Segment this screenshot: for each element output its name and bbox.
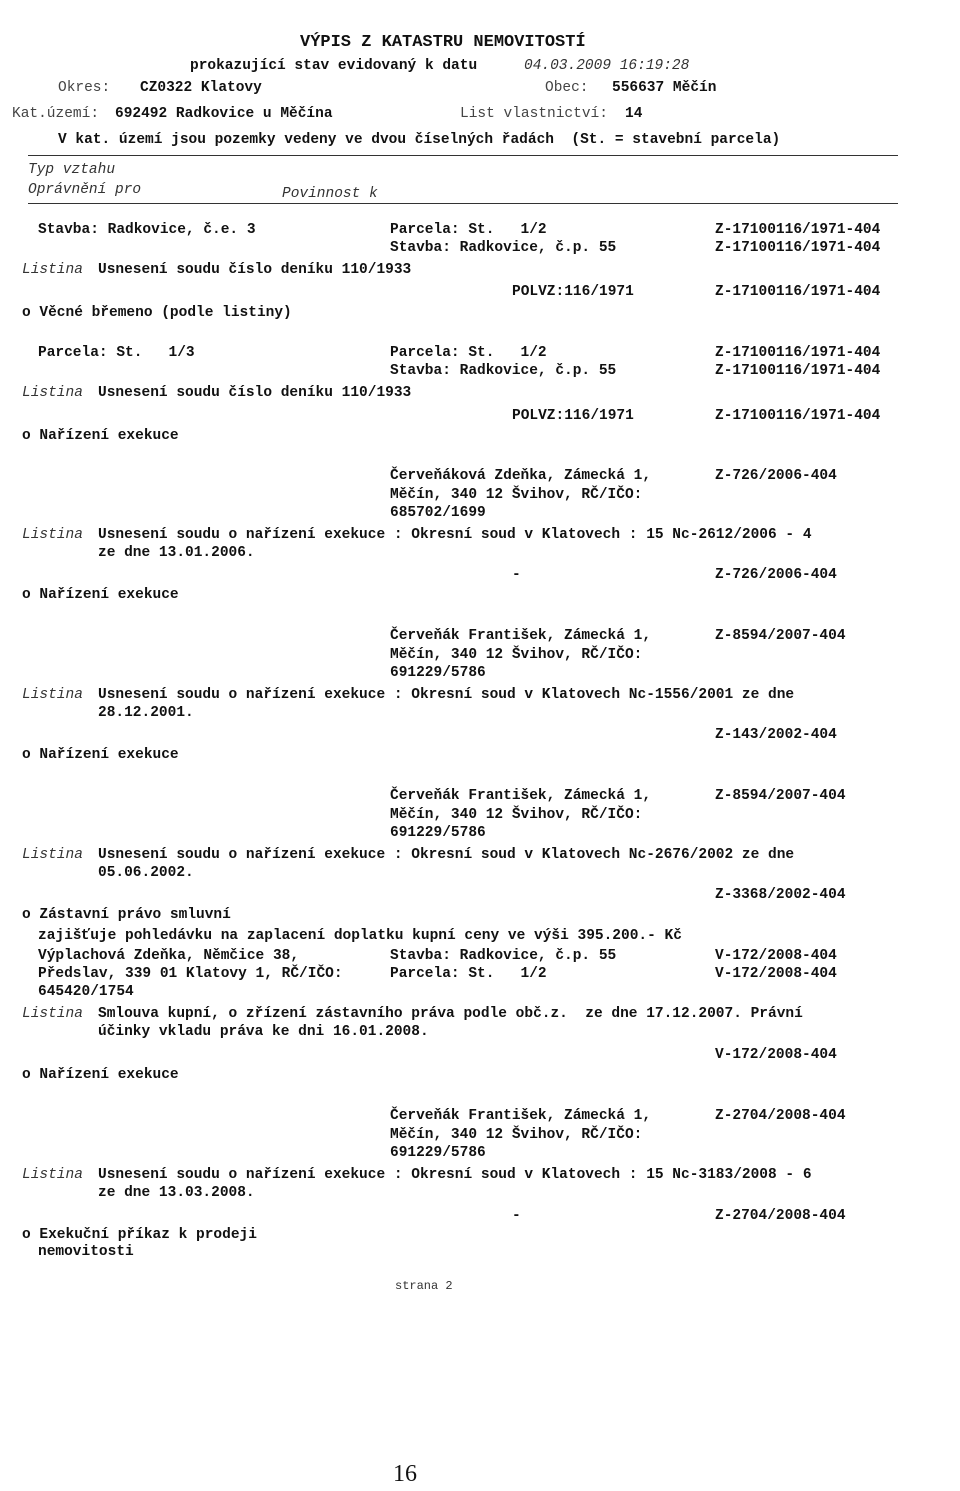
line-s4-d-seg-1: Usnesení soudu o nařízení exekuce : Okresní soud v Klatovech Nc-1556/2001 ze dne: [98, 687, 795, 703]
line-s6-h-seg-0: o Nařízení exekuce: [22, 1067, 179, 1083]
line-s4-a-seg-0: Červeňák František, Zámecká 1,: [390, 628, 652, 644]
line-s2-c-seg-1: Usnesení soudu číslo deníku 110/1933: [98, 385, 412, 401]
line-s3-d-seg-0: Listina: [22, 527, 83, 543]
line-s6-e-seg-0: Listina: [22, 1006, 83, 1022]
line-s5-f-seg-0: Z-3368/2002-404: [715, 887, 846, 903]
line-s6-b-seg-1: Stavba: Radkovice, č.p. 55: [390, 948, 617, 964]
line-s7-f-seg-1: Z-2704/2008-404: [715, 1208, 846, 1224]
line-s4-a-seg-1: Z-8594/2007-404: [715, 628, 846, 644]
line-s6-b-seg-0: Výplachová Zdeňka, Němčice 38,: [38, 948, 300, 964]
line-s1-d-seg-0: POLVZ:116/1971: [512, 284, 634, 300]
line-s5-b-seg-0: Měčín, 340 12 Švihov, RČ/IČO:: [390, 807, 643, 823]
line-s4-d-seg-0: Listina: [22, 687, 83, 703]
line-s5-a-seg-1: Z-8594/2007-404: [715, 788, 846, 804]
document-title: VÝPIS Z KATASTRU NEMOVITOSTÍ: [300, 33, 586, 52]
line-s4-e-seg-0: 28.12.2001.: [98, 705, 194, 721]
line-s6-e-seg-1: Smlouva kupní, o zřízení zástavního práva podle obč.z. ze dne 17.12.2007. Právní: [98, 1006, 803, 1022]
line-s7-a-seg-1: Z-2704/2008-404: [715, 1108, 846, 1124]
line-s4-f-seg-0: Z-143/2002-404: [715, 727, 837, 743]
line-s6-f-seg-0: účinky vkladu práva ke dni 16.01.2008.: [98, 1024, 429, 1040]
lv-label: List vlastnictví:: [460, 106, 608, 122]
okres-label: Okres:: [58, 80, 111, 96]
lv-value: 14: [625, 106, 643, 122]
line-s1-c-seg-1: Usnesení soudu číslo deníku 110/1933: [98, 262, 412, 278]
line-s2-e-seg-0: o Nařízení exekuce: [22, 428, 179, 444]
katuzemi-value: 692492 Radkovice u Měčína: [115, 106, 333, 122]
line-s5-g-seg-0: o Zástavní právo smluvní: [22, 907, 231, 923]
line-s6-b-seg-2: V-172/2008-404: [715, 948, 837, 964]
katuzemi-label: Kat.území:: [12, 106, 100, 122]
header-rule: [28, 155, 898, 156]
line-s3-b-seg-0: Měčín, 340 12 Švihov, RČ/IČO:: [390, 487, 643, 503]
line-s4-g-seg-0: o Nařízení exekuce: [22, 747, 179, 763]
obec-value: 556637 Měčín: [612, 80, 717, 96]
column-opravneni-pro: Oprávnění pro: [28, 182, 142, 198]
line-s3-e-seg-0: ze dne 13.01.2006.: [98, 545, 255, 561]
line-s3-a-seg-1: Z-726/2006-404: [715, 468, 837, 484]
columns-rule: [28, 203, 898, 204]
line-s7-c-seg-0: 691229/5786: [390, 1145, 486, 1161]
line-s7-d-seg-1: Usnesení soudu o nařízení exekuce : Okresní soud v Klatovech : 15 Nc-3183/2008 - 6: [98, 1167, 812, 1183]
line-s3-a-seg-0: Červeňáková Zdeňka, Zámecká 1,: [390, 468, 652, 484]
line-s4-b-seg-0: Měčín, 340 12 Švihov, RČ/IČO:: [390, 647, 643, 663]
footer-page-label: strana 2: [395, 1279, 453, 1293]
line-s1-b-seg-0: Stavba: Radkovice, č.p. 55: [390, 240, 617, 256]
subtitle-datetime: 04.03.2009 16:19:28: [524, 58, 690, 74]
line-s6-c-seg-2: V-172/2008-404: [715, 966, 837, 982]
line-s4-c-seg-0: 691229/5786: [390, 665, 486, 681]
page-number: 16: [393, 1461, 417, 1487]
line-s2-d-seg-1: Z-17100116/1971-404: [715, 408, 881, 424]
line-s1-d-seg-1: Z-17100116/1971-404: [715, 284, 881, 300]
line-s1-e-seg-0: o Věcné břemeno (podle listiny): [22, 305, 292, 321]
line-s5-d-seg-1: Usnesení soudu o nařízení exekuce : Okresní soud v Klatovech Nc-2676/2002 ze dne: [98, 847, 795, 863]
line-s3-f-seg-1: Z-726/2006-404: [715, 567, 837, 583]
line-s1-c-seg-0: Listina: [22, 262, 83, 278]
line-s6-c-seg-0: Předslav, 339 01 Klatovy 1, RČ/IČO:: [38, 966, 343, 982]
line-s2-a-seg-1: Parcela: St. 1/2: [390, 345, 547, 361]
line-s2-c-seg-0: Listina: [22, 385, 83, 401]
line-s2-a-seg-0: Parcela: St. 1/3: [38, 345, 195, 361]
obec-label: Obec:: [545, 80, 589, 96]
line-s2-b-seg-1: Z-17100116/1971-404: [715, 363, 881, 379]
line-s5-a-seg-0: Červeňák František, Zámecká 1,: [390, 788, 652, 804]
line-s6-c-seg-1: Parcela: St. 1/2: [390, 966, 547, 982]
okres-value: CZ0322 Klatovy: [140, 80, 262, 96]
line-s7-e-seg-0: ze dne 13.03.2008.: [98, 1185, 255, 1201]
column-typ-vztahu: Typ vztahu: [28, 162, 116, 178]
subtitle-prefix: prokazující stav evidovaný k datu: [190, 58, 478, 74]
line-s5-c-seg-0: 691229/5786: [390, 825, 486, 841]
line-s7-b-seg-0: Měčín, 340 12 Švihov, RČ/IČO:: [390, 1127, 643, 1143]
line-s3-c-seg-0: 685702/1699: [390, 505, 486, 521]
line-s7-d-seg-0: Listina: [22, 1167, 83, 1183]
line-s3-d-seg-1: Usnesení soudu o nařízení exekuce : Okresní soud v Klatovech : 15 Nc-2612/2006 - 4: [98, 527, 812, 543]
header-note: V kat. území jsou pozemky vedeny ve dvou číselných řadách (St. = stavební parcela): [58, 132, 781, 148]
line-s3-f-seg-0: -: [512, 567, 521, 583]
column-povinnost-k: Povinnost k: [282, 186, 378, 202]
line-s7-h-seg-0: nemovitosti: [38, 1244, 134, 1260]
line-s2-b-seg-0: Stavba: Radkovice, č.p. 55: [390, 363, 617, 379]
line-s7-f-seg-0: -: [512, 1208, 521, 1224]
line-s3-g-seg-0: o Nařízení exekuce: [22, 587, 179, 603]
line-s1-a-seg-2: Z-17100116/1971-404: [715, 222, 881, 238]
line-s6-a-seg-0: zajišťuje pohledávku na zaplacení doplatku kupní ceny ve výši 395.200.- Kč: [38, 928, 682, 944]
line-s1-a-seg-0: Stavba: Radkovice, č.e. 3: [38, 222, 256, 238]
line-s2-d-seg-0: POLVZ:116/1971: [512, 408, 634, 424]
line-s6-g-seg-0: V-172/2008-404: [715, 1047, 837, 1063]
line-s2-a-seg-2: Z-17100116/1971-404: [715, 345, 881, 361]
line-s1-a-seg-1: Parcela: St. 1/2: [390, 222, 547, 238]
line-s5-e-seg-0: 05.06.2002.: [98, 865, 194, 881]
line-s1-b-seg-1: Z-17100116/1971-404: [715, 240, 881, 256]
line-s7-a-seg-0: Červeňák František, Zámecká 1,: [390, 1108, 652, 1124]
line-s7-g-seg-0: o Exekuční příkaz k prodeji: [22, 1227, 257, 1243]
line-s6-d-seg-0: 645420/1754: [38, 984, 134, 1000]
line-s5-d-seg-0: Listina: [22, 847, 83, 863]
